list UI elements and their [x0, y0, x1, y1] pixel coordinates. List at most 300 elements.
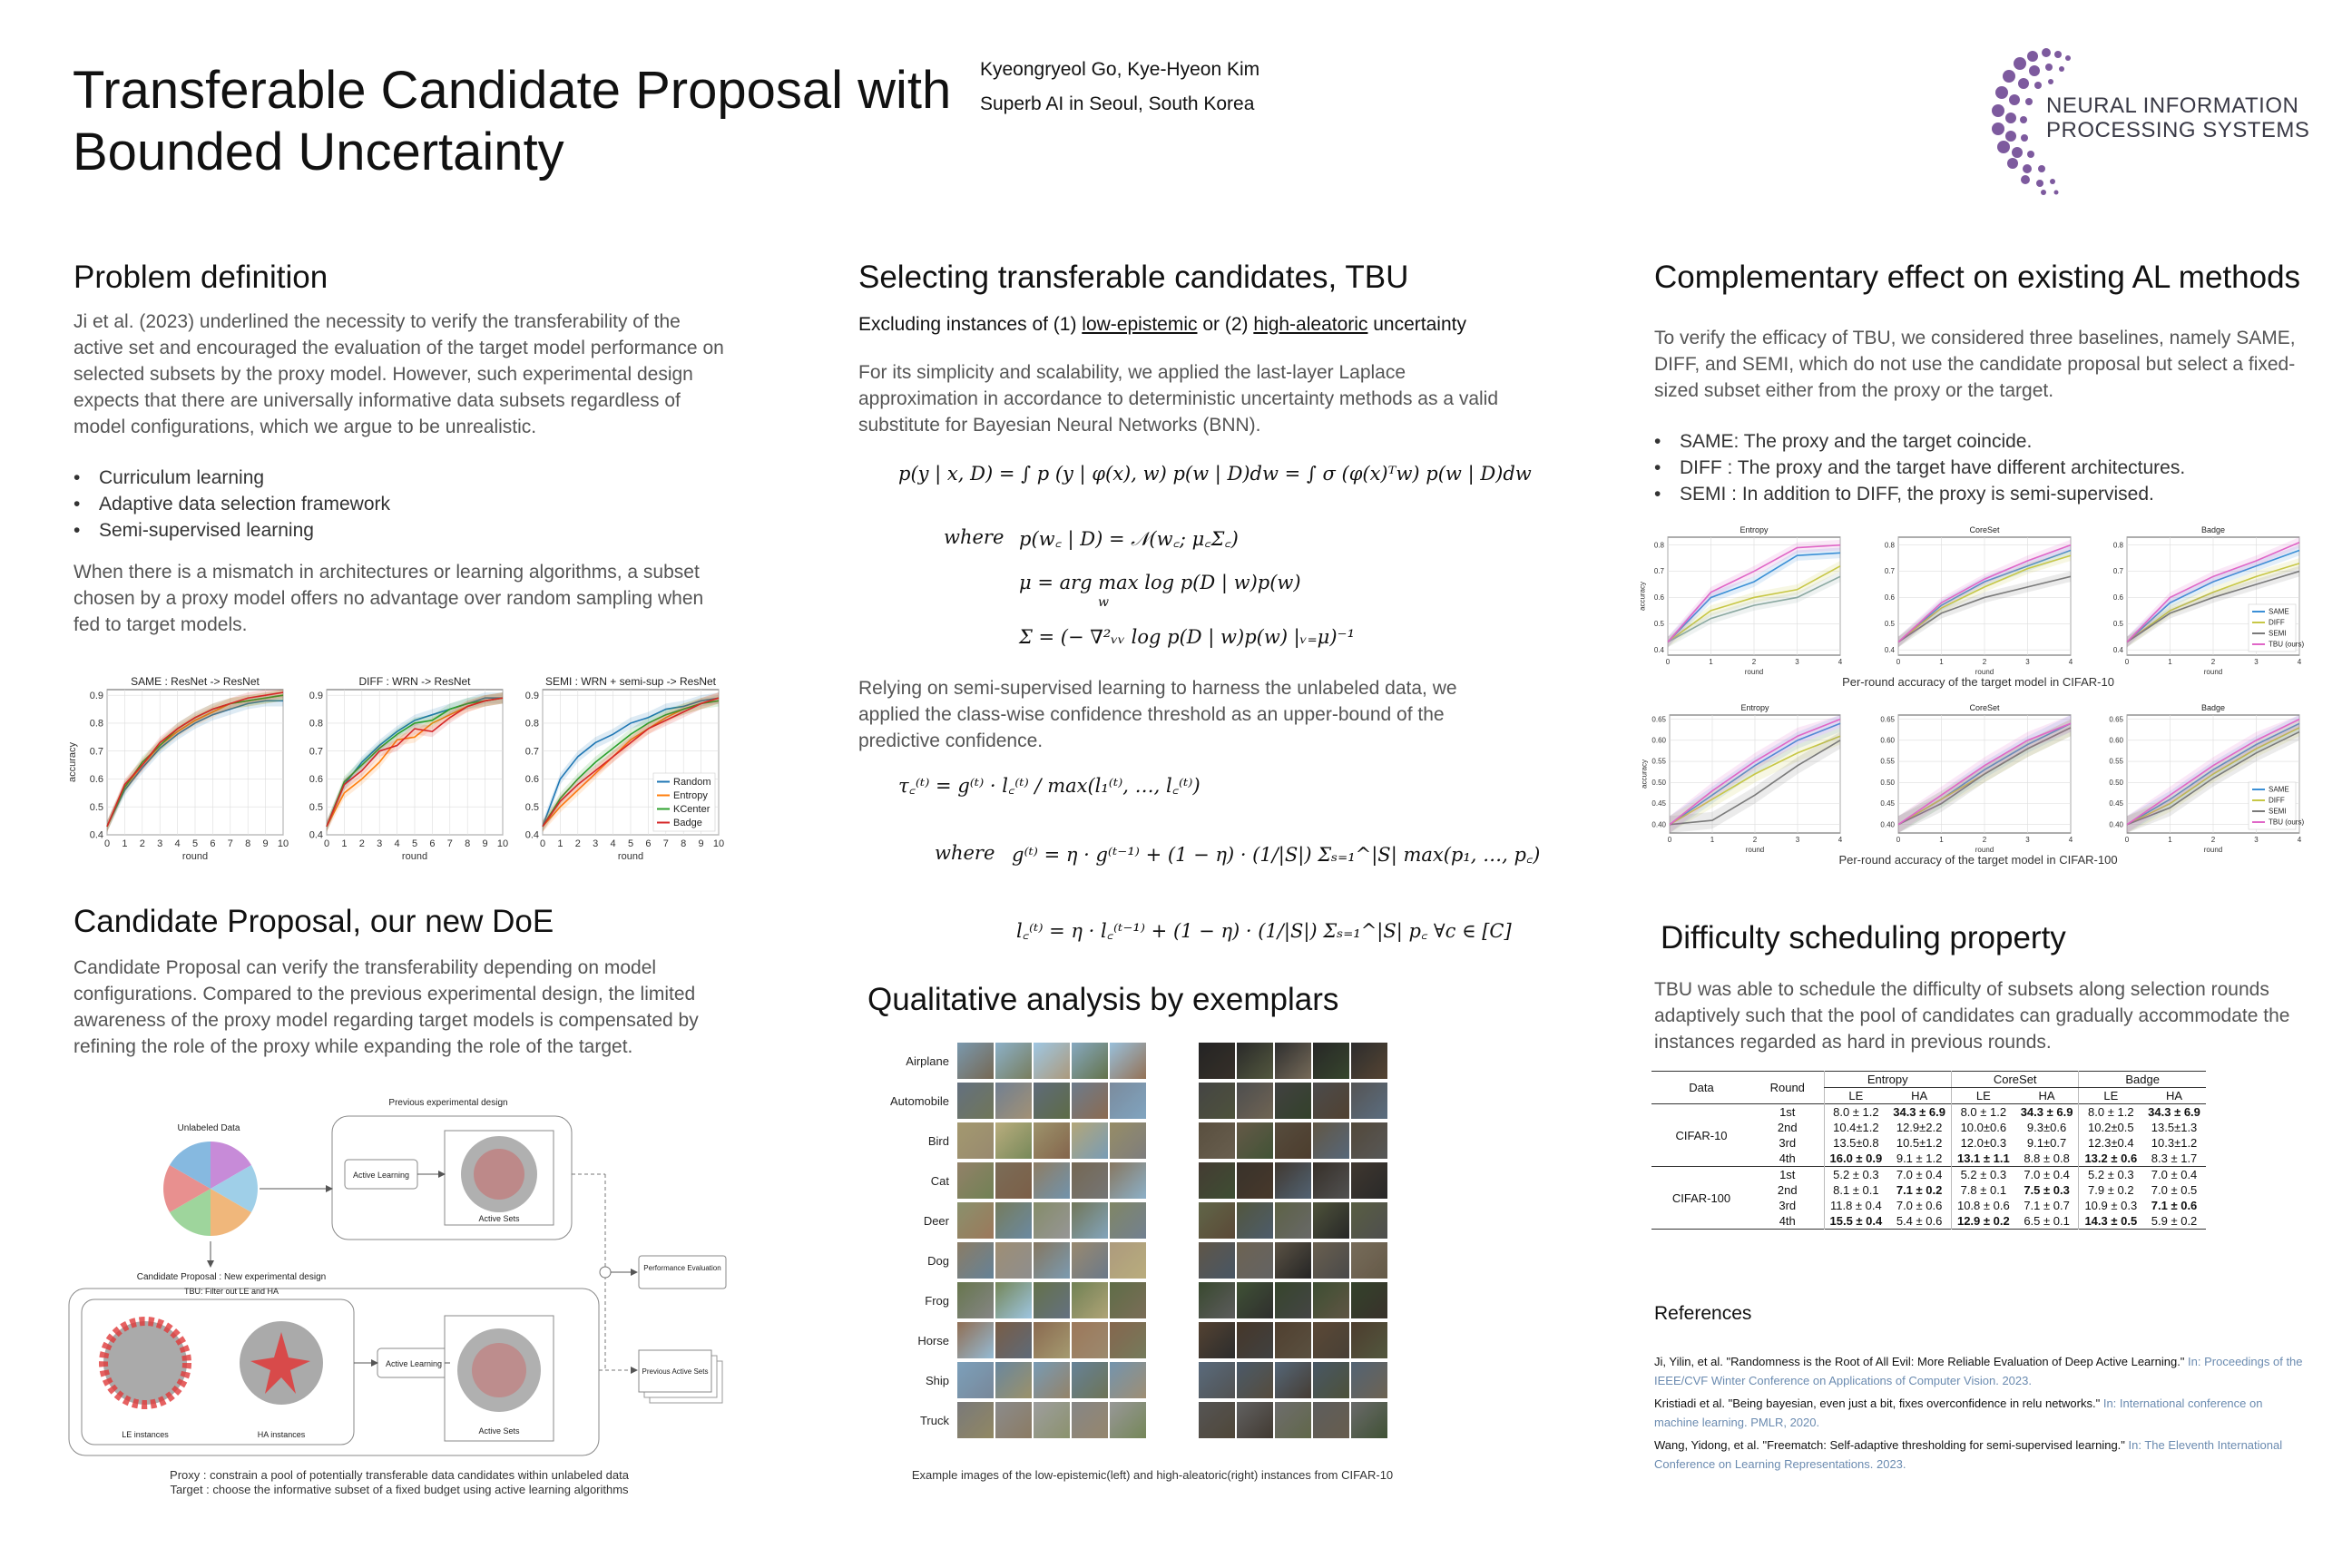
- low-epistemic-thumbnail: [957, 1122, 994, 1159]
- low-epistemic-thumbnail: [995, 1122, 1032, 1159]
- y-tick-label: 0.60: [1880, 736, 1895, 745]
- x-tick-label: 5: [191, 838, 199, 849]
- high-aleatoric-row: [1198, 1361, 1397, 1401]
- x-axis-label: round: [181, 851, 209, 862]
- cifar10-caption: Per-round accuracy of the target model in CIFAR-10: [1842, 675, 2114, 689]
- equation-predictive: p(y | x, D) = ∫ p (y | φ(x), w) p(w | D)dw = ∫ σ (φ(x)ᵀw) p(w | D)dw: [898, 463, 1532, 485]
- low-epistemic-thumbnail: [957, 1322, 994, 1358]
- low-epistemic-thumbnail: [957, 1043, 994, 1079]
- legend-label: KCenter: [673, 804, 710, 816]
- table-cell: 34.3 ± 6.9: [1893, 1105, 1945, 1119]
- chart-panel: [1885, 525, 2073, 676]
- legend-label: SAME: [2269, 607, 2289, 616]
- table-cell: 5.9 ± 0.2: [2151, 1214, 2198, 1228]
- table-round: 1st: [1779, 1105, 1796, 1119]
- table-cell: 13.2 ± 0.6: [2079, 1151, 2142, 1167]
- low-epistemic-thumbnail: [1034, 1202, 1070, 1239]
- x-tick-label: 4: [1838, 836, 1843, 844]
- low-epistemic-thumbnail: [1072, 1282, 1108, 1318]
- chart-panel: [2113, 525, 2305, 676]
- reference-item: [1654, 1352, 2308, 1390]
- x-tick-label: 6: [210, 838, 216, 849]
- high-aleatoric-thumbnail: [1199, 1202, 1235, 1239]
- references-list: [1654, 1352, 2308, 1474]
- low-epistemic-thumbnail: [1110, 1242, 1146, 1279]
- complementary-para: To verify the efficacy of TBU, we considered three baselines, namely SAME, DIFF, and SEMI, which do not use the candidate proposal but select a fixed-sized subset either from the proxy or the target.: [1654, 328, 2296, 401]
- x-tick-label: 1: [2168, 658, 2172, 666]
- x-tick-label: 4: [2297, 836, 2302, 844]
- y-tick-label: 0.5: [1653, 620, 1664, 628]
- tbu-sub-post: uncertainty: [1367, 314, 1466, 335]
- table-cell: 7.1 ± 0.2: [1896, 1183, 1943, 1197]
- high-aleatoric-thumbnail: [1313, 1162, 1349, 1199]
- table-cell: 10.8 ± 0.6: [1951, 1198, 2014, 1213]
- equation-where-2: where: [935, 842, 995, 864]
- low-epistemic-thumbnail: [1072, 1202, 1108, 1239]
- low-epistemic-thumbnail: [957, 1162, 994, 1199]
- x-tick-label: 8: [681, 838, 687, 849]
- equation-global: g⁽ᵗ⁾ = η · g⁽ᵗ⁻¹⁾ + (1 − η) · (1/|S|) Σₛ₌₁^|S| max(p₁, …, p꜀): [1012, 844, 1541, 866]
- neurips-logo: [1978, 44, 2314, 198]
- y-tick-label: 0.65: [2109, 715, 2123, 724]
- high-aleatoric-row: [1198, 1201, 1397, 1241]
- low-epistemic-thumbnail: [995, 1282, 1032, 1318]
- low-epistemic-thumbnail: [995, 1202, 1032, 1239]
- low-epistemic-row: [956, 1281, 1156, 1321]
- low-epistemic-thumbnail: [1034, 1083, 1070, 1119]
- low-epistemic-row: [956, 1161, 1156, 1201]
- equation-threshold: τ꜀⁽ᵗ⁾ = g⁽ᵗ⁾ · l꜀⁽ᵗ⁾ / max(l₁⁽ᵗ⁾, …, l꜀⁽ᵗ⁾): [898, 775, 1200, 797]
- chart-title: Entropy: [1740, 703, 1769, 712]
- poster-title: [73, 60, 962, 183]
- low-epistemic-thumbnail: [1034, 1402, 1070, 1438]
- class-label: Dog: [927, 1254, 949, 1268]
- low-epistemic-thumbnail: [1110, 1162, 1146, 1199]
- x-tick-label: 0: [1896, 836, 1901, 844]
- high-aleatoric-row: [1198, 1161, 1397, 1201]
- difficulty-heading: Difficulty scheduling property: [1661, 920, 2066, 956]
- x-tick-label: 2: [139, 838, 145, 849]
- x-tick-label: 6: [429, 838, 436, 849]
- complementary-bullets: [1654, 428, 2308, 507]
- table-cell: 12.9±2.2: [1896, 1121, 1943, 1134]
- high-aleatoric-thumbnail: [1237, 1282, 1273, 1318]
- title-line-1: Transferable Candidate Proposal with: [73, 61, 952, 120]
- chart-panel: [2109, 703, 2304, 854]
- x-tick-label: 3: [377, 838, 383, 849]
- y-tick-label: 0.5: [1884, 620, 1895, 628]
- low-epistemic-thumbnail: [1072, 1242, 1108, 1279]
- table-cell: 14.3 ± 0.5: [2079, 1213, 2142, 1230]
- x-tick-label: 3: [593, 838, 599, 849]
- low-epistemic-thumbnail: [995, 1083, 1032, 1119]
- class-label: Airplane: [906, 1054, 949, 1068]
- table-cell: 8.1 ± 0.1: [1824, 1182, 1887, 1198]
- equation-mu: μ = arg max log p(D | w)p(w): [1019, 572, 1301, 593]
- x-tick-label: 2: [574, 838, 581, 849]
- class-label: Automobile: [889, 1094, 949, 1108]
- table-cell: 7.0 ± 0.5: [2151, 1183, 2198, 1197]
- tbu-heading: Selecting transferable candidates, TBU: [858, 260, 1409, 295]
- table-cell: 6.5 ± 0.1: [2024, 1214, 2070, 1228]
- y-tick-label: 0.9: [309, 690, 323, 701]
- table-cell: 13.5±0.8: [1824, 1135, 1887, 1151]
- class-labels: [871, 1042, 953, 1441]
- y-tick-label: 0.50: [1880, 778, 1895, 787]
- x-tick-label: 2: [1751, 658, 1757, 666]
- x-tick-label: 1: [1939, 658, 1944, 666]
- table-cell: 7.0 ± 0.4: [2151, 1168, 2198, 1181]
- table-round: 1st: [1779, 1168, 1796, 1181]
- low-epistemic-thumbnail: [1034, 1162, 1070, 1199]
- x-axis-label: round: [2203, 846, 2223, 854]
- y-tick-label: 0.7: [1884, 567, 1895, 576]
- table-cell: 9.1±0.7: [2026, 1136, 2067, 1150]
- class-label: Frog: [925, 1294, 949, 1308]
- y-tick-label: 0.60: [2109, 736, 2123, 745]
- x-tick-label: 7: [446, 838, 453, 849]
- table-header-le: LE: [1951, 1088, 2014, 1104]
- low-epistemic-thumbnail: [1072, 1162, 1108, 1199]
- low-epistemic-row: [956, 1042, 1156, 1082]
- low-epistemic-thumbnail: [1034, 1362, 1070, 1398]
- y-tick-label: 0.60: [1651, 736, 1666, 745]
- x-tick-label: 0: [2124, 658, 2130, 666]
- table-round: 2nd: [1777, 1121, 1798, 1134]
- y-tick-label: 0.50: [2109, 778, 2123, 787]
- table-cell: 7.0 ± 0.4: [1896, 1168, 1943, 1181]
- exemplar-caption: Example images of the low-epistemic(left) and high-aleatoric(right) instances from CIFAR-10: [911, 1468, 1394, 1482]
- complementary-heading: Complementary effect on existing AL methods: [1654, 260, 2301, 295]
- legend-label: SEMI: [2269, 807, 2287, 816]
- x-tick-label: 4: [2068, 658, 2073, 666]
- x-tick-label: 3: [2254, 836, 2259, 844]
- x-tick-label: 10: [712, 838, 725, 849]
- high-aleatoric-thumbnail: [1199, 1242, 1235, 1279]
- high-aleatoric-thumbnail: [1351, 1402, 1387, 1438]
- logo-text: [2046, 93, 2309, 142]
- y-axis-label: accuracy: [1640, 759, 1649, 789]
- table-round: 2nd: [1777, 1183, 1798, 1197]
- y-tick-label: 0.8: [89, 718, 103, 730]
- low-epistemic-thumbnail: [995, 1043, 1032, 1079]
- reference-venue: In: International conference on machine learning. PMLR, 2020.: [1654, 1396, 2263, 1429]
- title-line-2: Bounded Uncertainty: [73, 122, 564, 181]
- y-tick-label: 0.4: [1884, 645, 1895, 654]
- low-epistemic-thumbnail: [1110, 1083, 1146, 1119]
- cifar100-caption: Per-round accuracy of the target model in CIFAR-100: [1838, 853, 2118, 867]
- legend-label: Badge: [673, 818, 702, 829]
- table-cell: 8.0 ± 1.2: [1824, 1104, 1887, 1121]
- chart-panel: [309, 675, 508, 862]
- y-tick-label: 0.4: [89, 829, 103, 841]
- high-aleatoric-thumbnail: [1351, 1322, 1387, 1358]
- low-epistemic-row: [956, 1401, 1156, 1441]
- x-tick-label: 3: [1795, 658, 1799, 666]
- low-epistemic-thumbnail: [1034, 1322, 1070, 1358]
- high-aleatoric-thumbnail: [1199, 1162, 1235, 1199]
- x-tick-label: 2: [1982, 836, 1987, 844]
- x-tick-label: 0: [2124, 836, 2130, 844]
- high-aleatoric-grid: [1198, 1042, 1397, 1441]
- tbu-sub-ha: high-aleatoric: [1253, 314, 1368, 335]
- high-aleatoric-thumbnail: [1237, 1242, 1273, 1279]
- table-header-round: Round: [1769, 1081, 1805, 1094]
- high-aleatoric-thumbnail: [1237, 1402, 1273, 1438]
- high-aleatoric-thumbnail: [1313, 1242, 1349, 1279]
- chart-panel: [67, 675, 289, 862]
- x-tick-label: 0: [1667, 836, 1672, 844]
- y-tick-label: 0.6: [1884, 593, 1895, 603]
- high-aleatoric-thumbnail: [1313, 1043, 1349, 1079]
- y-tick-label: 0.65: [1880, 715, 1895, 724]
- x-tick-label: 4: [2297, 658, 2302, 666]
- y-tick-label: 0.7: [89, 746, 103, 758]
- table-cell: 8.3 ± 1.7: [2151, 1152, 2198, 1165]
- class-label: Bird: [927, 1134, 949, 1148]
- candidate-heading: Candidate Proposal, our new DoE: [74, 904, 554, 939]
- table-row: [1651, 1167, 2206, 1183]
- table-cell: 7.9 ± 0.2: [2079, 1182, 2142, 1198]
- y-tick-label: 0.40: [1880, 820, 1895, 829]
- chart-title: DIFF : WRN -> ResNet: [358, 675, 471, 688]
- high-aleatoric-thumbnail: [1313, 1362, 1349, 1398]
- reference-venue: In: Proceedings of the IEEE/CVF Winter Conference on Applications of Computer Vision. 2023.: [1654, 1355, 2303, 1387]
- y-tick-label: 0.6: [309, 774, 323, 786]
- low-epistemic-row: [956, 1321, 1156, 1361]
- table-cell: 10.9 ± 0.3: [2079, 1198, 2142, 1213]
- low-epistemic-thumbnail: [1110, 1043, 1146, 1079]
- cifar100-charts: [1633, 699, 2323, 871]
- x-axis-label: round: [617, 851, 644, 862]
- problem-heading: Problem definition: [74, 260, 328, 295]
- table-cell: 34.3 ± 6.9: [2020, 1105, 2073, 1119]
- legend-label: DIFF: [2269, 796, 2285, 805]
- table-cell: 8.0 ± 1.2: [2079, 1104, 2142, 1121]
- high-aleatoric-thumbnail: [1275, 1122, 1311, 1159]
- le-label: LE instances: [122, 1430, 169, 1439]
- y-tick-label: 0.6: [2112, 593, 2123, 603]
- x-tick-label: 0: [103, 838, 111, 849]
- x-tick-label: 7: [662, 838, 669, 849]
- y-tick-label: 0.45: [1651, 799, 1666, 808]
- high-aleatoric-thumbnail: [1275, 1202, 1311, 1239]
- low-epistemic-thumbnail: [957, 1282, 994, 1318]
- problem-bullet: • Curriculum learning: [74, 465, 727, 491]
- x-tick-label: 3: [2025, 658, 2030, 666]
- x-tick-label: 0: [1665, 658, 1671, 666]
- x-axis-label: round: [1975, 846, 1994, 854]
- high-aleatoric-row: [1198, 1281, 1397, 1321]
- table-cell: 15.5 ± 0.4: [1824, 1213, 1887, 1230]
- high-aleatoric-thumbnail: [1237, 1362, 1273, 1398]
- high-aleatoric-thumbnail: [1237, 1083, 1273, 1119]
- x-axis-label: round: [1745, 846, 1765, 854]
- low-epistemic-thumbnail: [957, 1362, 994, 1398]
- table-header-le: LE: [1824, 1088, 1887, 1104]
- equation-local: l꜀⁽ᵗ⁾ = η · l꜀⁽ᵗ⁻¹⁾ + (1 − η) · (1/|S|) Σₛ₌₁^|S| p꜀ ∀c ∈ [C]: [1016, 920, 1512, 942]
- reference-item: [1654, 1394, 2308, 1432]
- high-aleatoric-thumbnail: [1313, 1322, 1349, 1358]
- x-tick-label: 2: [1752, 836, 1758, 844]
- x-tick-label: 3: [2254, 658, 2259, 666]
- low-epistemic-row: [956, 1361, 1156, 1401]
- high-aleatoric-thumbnail: [1351, 1162, 1387, 1199]
- class-label: Ship: [925, 1374, 949, 1387]
- performance-evaluation-box: [639, 1256, 726, 1289]
- unlabeled-label: Unlabeled Data: [177, 1123, 240, 1133]
- legend-label: TBU (ours): [2269, 818, 2305, 827]
- candidate-diagram-svg: [64, 1085, 735, 1466]
- low-epistemic-thumbnail: [1072, 1402, 1108, 1438]
- high-aleatoric-thumbnail: [1237, 1122, 1273, 1159]
- x-tick-label: 8: [465, 838, 471, 849]
- tbu-para-2: Relying on semi-supervised learning to harness the unlabeled data, we applied the class-wise confidence threshold as an upper-bound of the predictive confidence.: [858, 678, 1457, 751]
- low-epistemic-thumbnail: [1034, 1043, 1070, 1079]
- table-cell: 9.3±0.6: [2026, 1121, 2067, 1134]
- y-tick-label: 0.45: [1880, 799, 1895, 808]
- table-cell: 10.2±0.5: [2079, 1120, 2142, 1135]
- problem-para-2: When there is a mismatch in architectures or learning algorithms, a subset chosen by a proxy model offers no advantage over random sampling when fed to target models.: [74, 562, 704, 635]
- table-cell: 7.5 ± 0.3: [2024, 1183, 2070, 1197]
- table-cell: 12.0±0.3: [1951, 1135, 2014, 1151]
- high-aleatoric-thumbnail: [1351, 1043, 1387, 1079]
- y-tick-label: 0.55: [2109, 757, 2123, 766]
- table-cell: 7.0 ± 0.4: [2024, 1168, 2070, 1181]
- x-tick-label: 10: [277, 838, 289, 849]
- y-tick-label: 0.4: [524, 829, 539, 841]
- high-aleatoric-thumbnail: [1237, 1322, 1273, 1358]
- y-tick-label: 0.5: [89, 801, 103, 813]
- baseline-bullet: • SAME: The proxy and the target coincide.: [1654, 428, 2308, 455]
- y-tick-label: 0.4: [2112, 645, 2123, 654]
- legend-label: Random: [673, 777, 711, 789]
- x-tick-label: 3: [1795, 836, 1800, 844]
- tbu-sub-mid: or (2): [1197, 314, 1254, 335]
- x-tick-label: 3: [157, 838, 163, 849]
- x-tick-label: 1: [557, 838, 564, 849]
- class-label: Horse: [917, 1334, 949, 1348]
- high-aleatoric-thumbnail: [1351, 1362, 1387, 1398]
- y-tick-label: 0.7: [309, 746, 323, 758]
- y-tick-label: 0.8: [524, 718, 539, 730]
- high-aleatoric-thumbnail: [1351, 1282, 1387, 1318]
- ha-label: HA instances: [257, 1430, 306, 1439]
- table-cell: 10.3±1.2: [2151, 1136, 2198, 1150]
- chart-title: SAME : ResNet -> ResNet: [131, 675, 260, 688]
- low-epistemic-thumbnail: [1072, 1043, 1108, 1079]
- high-aleatoric-row: [1198, 1241, 1397, 1281]
- y-tick-label: 0.50: [1651, 778, 1666, 787]
- problem-charts: [64, 661, 726, 871]
- y-tick-label: 0.8: [2112, 541, 2123, 550]
- x-tick-label: 10: [496, 838, 509, 849]
- candidate-para: Candidate Proposal can verify the transferability depending on model configurations. Compared to the previous experimental design, the limited awareness of the proxy model regarding target models is compensated by refining the role of the proxy while expanding the role of the target.: [74, 957, 699, 1057]
- low-epistemic-thumbnail: [1034, 1122, 1070, 1159]
- x-tick-label: 1: [2168, 836, 2172, 844]
- diagram-caption-target: Target : choose the informative subset of a fixed budget using active learning algorithms: [170, 1483, 629, 1496]
- table-cell: 10.5±1.2: [1896, 1136, 1943, 1150]
- low-epistemic-thumbnail: [1110, 1202, 1146, 1239]
- low-epistemic-thumbnail: [1034, 1282, 1070, 1318]
- high-aleatoric-thumbnail: [1237, 1162, 1273, 1199]
- high-aleatoric-thumbnail: [1351, 1242, 1387, 1279]
- high-aleatoric-thumbnail: [1351, 1202, 1387, 1239]
- high-aleatoric-thumbnail: [1313, 1083, 1349, 1119]
- y-tick-label: 0.40: [2109, 820, 2123, 829]
- high-aleatoric-thumbnail: [1351, 1122, 1387, 1159]
- active-sets-label-1: Active Sets: [478, 1214, 520, 1223]
- problem-line-charts: [64, 661, 726, 871]
- low-epistemic-thumbnail: [995, 1322, 1032, 1358]
- y-tick-label: 0.6: [89, 774, 103, 786]
- difficulty-para: TBU was able to schedule the difficulty of subsets along selection rounds adaptively such that the pool of candidates can gradually accommodate the instances regarded as hard in previous rounds.: [1654, 979, 2290, 1053]
- reference-item: [1654, 1436, 2308, 1474]
- tbu-sub-pre: Excluding instances of (1): [858, 314, 1083, 335]
- y-tick-label: 0.55: [1880, 757, 1895, 766]
- high-aleatoric-thumbnail: [1199, 1043, 1235, 1079]
- high-aleatoric-thumbnail: [1237, 1043, 1273, 1079]
- y-tick-label: 0.8: [1653, 541, 1664, 550]
- low-epistemic-thumbnail: [1110, 1322, 1146, 1358]
- x-tick-label: 2: [2210, 658, 2216, 666]
- x-axis-label: round: [1744, 668, 1764, 676]
- low-epistemic-row: [956, 1082, 1156, 1122]
- tbu-sub-le: low-epistemic: [1082, 314, 1198, 335]
- high-aleatoric-thumbnail: [1275, 1282, 1311, 1318]
- table-round: 3rd: [1779, 1136, 1797, 1150]
- x-axis-label: round: [401, 851, 428, 862]
- y-tick-label: 0.7: [2112, 567, 2123, 576]
- tbu-para-1: For its simplicity and scalability, we applied the last-layer Laplace approximation in accordance to deterministic uncertainty methods as a valid substitute for Bayesian Neural Networks (BNN).: [858, 362, 1499, 436]
- chart-title: SEMI : WRN + semi-sup -> ResNet: [544, 675, 717, 688]
- y-tick-label: 0.8: [309, 718, 323, 730]
- x-tick-label: 0: [539, 838, 546, 849]
- x-tick-label: 4: [394, 838, 400, 849]
- low-epistemic-thumbnail: [957, 1083, 994, 1119]
- authors: Kyeongryeol Go, Kye-Hyeon Kim: [980, 59, 1260, 80]
- high-aleatoric-thumbnail: [1313, 1282, 1349, 1318]
- previous-active-sets-label: Previous Active Sets: [642, 1367, 709, 1376]
- cifar10-line-charts: [1633, 521, 2323, 693]
- chart-title: CoreSet: [1969, 525, 2000, 534]
- chart-title: Badge: [2200, 525, 2226, 534]
- table-cell: 10.4±1.2: [1824, 1120, 1887, 1135]
- legend-label: TBU (ours): [2269, 640, 2305, 649]
- low-epistemic-thumbnail: [995, 1402, 1032, 1438]
- difficulty-table: [1651, 1071, 2206, 1230]
- problem-bullet: • Semi-supervised learning: [74, 517, 727, 544]
- equation-mu-sub: w: [1098, 595, 1109, 610]
- cifar100-line-charts: [1633, 699, 2323, 871]
- table-cell: 9.1 ± 1.2: [1896, 1152, 1943, 1165]
- table-cell: 7.8 ± 0.1: [1951, 1182, 2014, 1198]
- unlabeled-cloud: [163, 1142, 258, 1236]
- tbu-subheading: [858, 314, 1466, 336]
- class-label: Cat: [930, 1174, 949, 1188]
- reference-main: Ji, Yilin, et al. "Randomness is the Root of All Evil: More Reliable Evaluation of Deep Active Learning.": [1654, 1355, 2185, 1368]
- diagram-caption-proxy: Proxy : constrain a pool of potentially transferable data candidates within unlabeled data: [170, 1468, 629, 1482]
- y-tick-label: 0.7: [1653, 567, 1664, 576]
- performance-evaluation-label: Performance Evaluation: [643, 1264, 721, 1272]
- high-aleatoric-row: [1198, 1321, 1397, 1361]
- table-header-ha: HA: [2166, 1089, 2183, 1102]
- exemplar-grid: [871, 1042, 1406, 1445]
- baseline-bullet: • SEMI : In addition to DIFF, the proxy is semi-supervised.: [1654, 481, 2308, 507]
- y-tick-label: 0.7: [524, 746, 539, 758]
- x-tick-label: 2: [2210, 836, 2216, 844]
- table-row: [1651, 1104, 2206, 1121]
